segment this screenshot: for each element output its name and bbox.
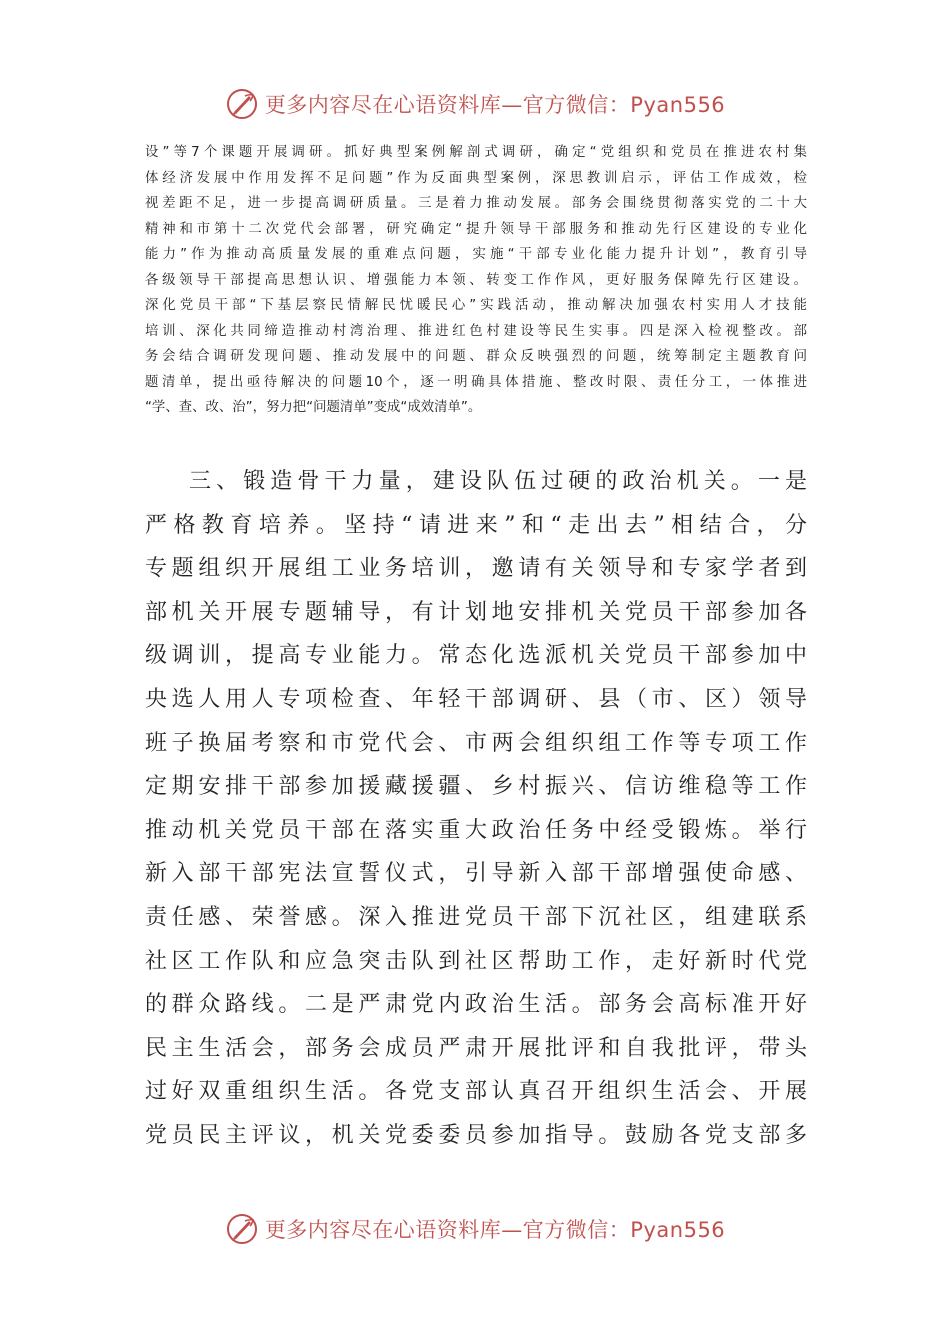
large-paragraph-line: 班子换届考察和市党代会、市两会组织组工作等专项工作 [145,730,807,756]
footer-banner-content [225,1212,725,1246]
large-paragraph-line: 级调训，提高专业能力。常态化选派机关党员干部参加中 [145,643,807,669]
large-paragraph-line: 党员民主评议，机关党委委员参加指导。鼓励各党支部多 [145,1122,807,1148]
small-paragraph-line: 培训、深化共同缔造推动村湾治理、推进红色村建设等民生实事。四是深入检视整改。部 [145,323,807,339]
small-paragraph-line: 精神和市第十二次党代会部署，研究确定“提升领导干部服务和推动先行区建设的专业化 [145,221,807,237]
small-paragraph-line: 体经济发展中作用发挥不足问题”作为反面典型案例，深思教训启示，评估工作成效，检 [145,170,807,186]
large-paragraph-line: 推动机关党员干部在落实重大政治任务中经受锻炼。举行 [145,817,807,843]
small-paragraph-line: 深化党员干部“下基层察民情解民忧暖民心”实践活动，推动解决加强农村实用人才技能 [145,298,807,313]
large-paragraph-line: 央选人用人专项检查、年轻干部调研、县（市、区）领导 [145,686,807,712]
small-paragraph-line: 各级领导干部提高思想认识、增强能力本领、转变工作作风，更好服务保障先行区建设。 [145,272,807,288]
small-paragraph [145,140,807,421]
header-banner [0,84,950,124]
footer-banner-text: 更多内容尽在心语资料库—官方微信：Pyan556 [264,1218,726,1242]
large-paragraph-line: 责任感、荣誉感。深入推进党员干部下沉社区，组建联系 [145,904,807,930]
small-paragraph-line: 务会结合调研发现问题、推动发展中的问题、群众反映强烈的问题，统筹制定主题教育问 [145,349,807,364]
large-paragraph-line: 三、锻造骨干力量，建设队伍过硬的政治机关。一是 [189,469,807,494]
large-paragraph-line: 过好双重组织生活。各党支部认真召开组织生活会、开展 [145,1079,807,1105]
small-paragraph-line: 设”等7个课题开展调研。抓好典型案例解剖式调研，确定“党组织和党员在推进农村集 [145,145,807,160]
header-banner-text: 更多内容尽在心语资料库—官方微信：Pyan556 [264,93,726,117]
large-paragraph-line: 的群众路线。二是严肃党内政治生活。部务会高标准开好 [145,992,807,1018]
large-paragraph-line: 部机关开展专题辅导，有计划地安排机关党员干部参加各 [145,599,807,625]
quill-logo-icon [225,1212,259,1246]
large-paragraph-line: 民主生活会，部务会成员严肃开展批评和自我批评，带头 [145,1035,807,1061]
header-banner-content [225,87,725,121]
quill-logo-icon [225,87,259,121]
small-paragraph-line: 能力”作为推动高质量发展的重难点问题，实施“干部专业化能力提升计划”，教育引导 [145,247,807,262]
large-paragraph-line: 定期安排干部参加援藏援疆、乡村振兴、信访维稳等工作 [145,774,807,800]
small-paragraph-line: 题清单，提出亟待解决的问题10个，逐一明确具体措施、整改时限、责任分工，一体推进 [145,374,807,390]
large-paragraph-line: 新入部干部宪法宣誓仪式，引导新入部干部增强使命感、 [145,861,807,887]
large-paragraph-line: 严格教育培养。坚持“请进来”和“走出去”相结合，分 [145,512,807,538]
large-paragraph-line: 社区工作队和应急突击队到社区帮助工作，走好新时代党 [145,948,807,974]
large-paragraph-line: 专题组织开展组工业务培训，邀请有关领导和专家学者到 [145,556,807,582]
small-paragraph-line: 视差距不足，进一步提高调研质量。三是着力推动发展。部务会围绕贯彻落实党的二十大 [145,196,807,211]
small-paragraph-line: “学、查、改、治”，努力把“问题清单”变成“成效清单”。 [145,400,482,415]
large-paragraph [145,460,807,1158]
footer-banner [0,1209,950,1249]
